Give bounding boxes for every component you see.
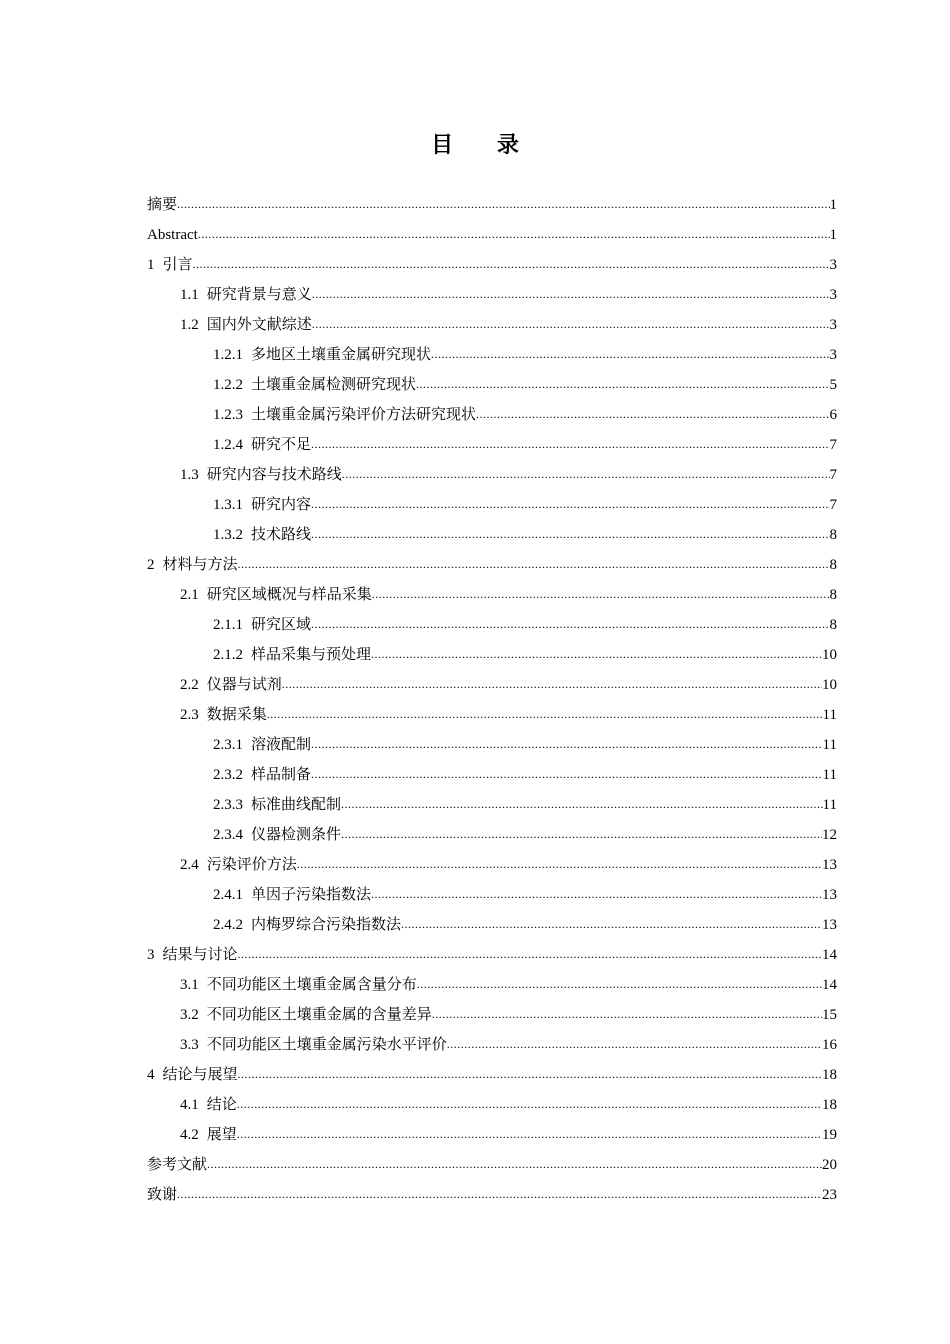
toc-entry-label: 参考文献 <box>147 1157 208 1173</box>
toc-leader-dots <box>312 309 830 339</box>
toc-entry-label: 致谢 <box>147 1187 178 1203</box>
toc-entry-label: 标准曲线配制 <box>251 797 342 813</box>
toc-entry-page: 18 <box>822 1097 837 1113</box>
toc-entry[interactable] <box>147 610 837 640</box>
toc-entry-page: 11 <box>822 767 837 783</box>
toc-entry-label: 多地区土壤重金属研究现状 <box>251 347 432 363</box>
toc-entry-number: 2.4 <box>180 857 199 873</box>
toc-entry-number: 1.3.1 <box>213 497 243 513</box>
toc-entry-label: 摘要 <box>147 197 178 213</box>
toc-entry-label: 研究内容 <box>251 497 312 513</box>
toc-leader-dots <box>371 639 822 669</box>
toc-entry[interactable] <box>147 910 837 940</box>
toc-leader-dots <box>297 849 822 879</box>
toc-leader-dots <box>207 1149 822 1179</box>
toc-entry-page: 16 <box>822 1037 837 1053</box>
toc-entry-label: 数据采集 <box>206 707 267 723</box>
toc-leader-dots <box>311 429 829 459</box>
toc-entry[interactable] <box>147 670 837 700</box>
toc-entry[interactable] <box>147 1150 837 1180</box>
toc-entry-number: 2.3.2 <box>213 767 243 783</box>
toc-entry[interactable] <box>147 580 837 610</box>
toc-entry-number: 1.2.1 <box>213 347 243 363</box>
toc-entry-number: 1.2 <box>180 317 199 333</box>
toc-entry-number: 1 <box>147 257 155 273</box>
toc-entry-page: 7 <box>829 437 837 453</box>
toc-entry[interactable] <box>147 310 837 340</box>
toc-entry[interactable] <box>147 1120 837 1150</box>
toc-entry[interactable] <box>147 340 837 370</box>
toc-leader-dots <box>372 579 830 609</box>
table-of-contents <box>147 190 837 1210</box>
toc-entry-number: 2.1 <box>180 587 199 603</box>
toc-entry-page: 11 <box>822 707 837 723</box>
toc-entry-page: 13 <box>822 887 837 903</box>
toc-entry[interactable] <box>147 760 837 790</box>
toc-entry-page: 6 <box>829 407 837 423</box>
toc-entry-number: 2.4.2 <box>213 917 243 933</box>
toc-entry-number: 3.2 <box>180 1007 199 1023</box>
toc-entry-page: 1 <box>829 197 837 213</box>
toc-entry[interactable] <box>147 1090 837 1120</box>
toc-entry-label: 引言 <box>162 257 193 273</box>
toc-entry-label: 样品采集与预处理 <box>251 647 372 663</box>
toc-entry[interactable] <box>147 370 837 400</box>
toc-entry[interactable] <box>147 520 837 550</box>
toc-entry[interactable] <box>147 430 837 460</box>
toc-leader-dots <box>311 609 829 639</box>
toc-entry-page: 15 <box>822 1007 837 1023</box>
toc-leader-dots <box>177 189 829 219</box>
toc-entry-label: 研究区域概况与样品采集 <box>206 587 372 603</box>
toc-entry-number: 3 <box>147 947 155 963</box>
toc-entry[interactable] <box>147 550 837 580</box>
toc-leader-dots <box>341 789 823 819</box>
toc-entry[interactable] <box>147 790 837 820</box>
toc-entry[interactable] <box>147 1000 837 1030</box>
toc-entry[interactable] <box>147 490 837 520</box>
toc-leader-dots <box>311 489 829 519</box>
page-title: 目 录 <box>431 133 537 158</box>
toc-entry-number: 1.3 <box>180 467 199 483</box>
toc-leader-dots <box>238 1059 822 1089</box>
toc-entry-label: 单因子污染指数法 <box>251 887 372 903</box>
toc-entry-label: 不同功能区土壤重金属含量分布 <box>206 977 417 993</box>
toc-entry-page: 3 <box>829 317 837 333</box>
toc-entry-label: 不同功能区土壤重金属的含量差异 <box>206 1007 432 1023</box>
toc-entry[interactable] <box>147 1030 837 1060</box>
toc-leader-dots <box>237 1089 822 1119</box>
toc-entry-number: 1.2.4 <box>213 437 243 453</box>
toc-entry-page: 18 <box>822 1067 837 1083</box>
toc-leader-dots <box>431 339 829 369</box>
toc-entry-page: 10 <box>822 677 837 693</box>
toc-entry-number: 2.3.3 <box>213 797 243 813</box>
toc-entry-number: 1.2.3 <box>213 407 243 423</box>
toc-entry-page: 12 <box>822 827 837 843</box>
toc-entry-label: 结果与讨论 <box>162 947 238 963</box>
toc-entry[interactable] <box>147 940 837 970</box>
toc-leader-dots <box>312 279 830 309</box>
toc-entry-number: 3.3 <box>180 1037 199 1053</box>
toc-entry-label: 结论与展望 <box>162 1067 238 1083</box>
toc-entry-label: 仪器检测条件 <box>251 827 342 843</box>
toc-leader-dots <box>476 399 829 429</box>
toc-leader-dots <box>282 669 822 699</box>
toc-entry-label: 研究背景与意义 <box>206 287 312 303</box>
toc-entry[interactable] <box>147 970 837 1000</box>
toc-leader-dots <box>432 999 822 1029</box>
toc-entry-number: 2.3.1 <box>213 737 243 753</box>
toc-entry-page: 1 <box>829 227 837 243</box>
toc-entry-number: 2.3.4 <box>213 827 243 843</box>
toc-entry[interactable] <box>147 730 837 760</box>
toc-entry-label: 不同功能区土壤重金属污染水平评价 <box>206 1037 447 1053</box>
toc-entry-page: 5 <box>829 377 837 393</box>
toc-leader-dots <box>342 459 830 489</box>
toc-entry-label: 技术路线 <box>251 527 312 543</box>
toc-leader-dots <box>193 249 830 279</box>
toc-leader-dots <box>237 1119 822 1149</box>
toc-leader-dots <box>447 1029 822 1059</box>
toc-entry-page: 14 <box>822 947 837 963</box>
toc-leader-dots <box>177 1179 822 1209</box>
toc-entry-label: 展望 <box>206 1127 237 1143</box>
toc-entry-number: 2.1.1 <box>213 617 243 633</box>
toc-entry-label: Abstract <box>147 227 198 243</box>
toc-entry-number: 4.1 <box>180 1097 199 1113</box>
toc-leader-dots <box>311 759 823 789</box>
toc-entry-label: 研究不足 <box>251 437 312 453</box>
toc-entry[interactable] <box>147 700 837 730</box>
toc-entry-page: 8 <box>829 587 837 603</box>
toc-entry[interactable] <box>147 280 837 310</box>
toc-entry-label: 研究区域 <box>251 617 312 633</box>
toc-leader-dots <box>311 519 829 549</box>
toc-leader-dots <box>341 819 822 849</box>
toc-entry-label: 土壤重金属污染评价方法研究现状 <box>251 407 477 423</box>
toc-entry-page: 3 <box>829 257 837 273</box>
toc-entry-label: 内梅罗综合污染指数法 <box>251 917 402 933</box>
toc-entry-label: 样品制备 <box>251 767 312 783</box>
toc-entry-page: 8 <box>829 557 837 573</box>
toc-entry[interactable] <box>147 1060 837 1090</box>
toc-entry-number: 4 <box>147 1067 155 1083</box>
toc-entry-number: 3.1 <box>180 977 199 993</box>
toc-leader-dots <box>238 549 830 579</box>
toc-entry-number: 2.3 <box>180 707 199 723</box>
toc-entry-page: 13 <box>822 857 837 873</box>
toc-entry[interactable] <box>147 250 837 280</box>
toc-leader-dots <box>198 219 830 249</box>
toc-entry[interactable] <box>147 1180 837 1210</box>
toc-entry-label: 研究内容与技术路线 <box>206 467 342 483</box>
toc-entry-page: 10 <box>822 647 837 663</box>
toc-entry-page: 7 <box>829 467 837 483</box>
toc-leader-dots <box>238 939 822 969</box>
toc-leader-dots <box>401 909 822 939</box>
toc-entry-label: 溶液配制 <box>251 737 312 753</box>
toc-entry-page: 3 <box>829 287 837 303</box>
toc-entry-label: 结论 <box>206 1097 237 1113</box>
toc-entry-page: 20 <box>822 1157 837 1173</box>
toc-entry[interactable] <box>147 460 837 490</box>
toc-entry-label: 污染评价方法 <box>206 857 297 873</box>
toc-leader-dots <box>311 729 823 759</box>
toc-entry-number: 2 <box>147 557 155 573</box>
toc-entry-page: 3 <box>829 347 837 363</box>
toc-entry-number: 2.2 <box>180 677 199 693</box>
toc-entry[interactable] <box>147 850 837 880</box>
toc-entry-number: 1.3.2 <box>213 527 243 543</box>
toc-leader-dots <box>417 969 822 999</box>
toc-entry-number: 2.4.1 <box>213 887 243 903</box>
toc-entry[interactable] <box>147 400 837 430</box>
toc-entry[interactable] <box>147 190 837 220</box>
toc-entry-page: 7 <box>829 497 837 513</box>
toc-entry[interactable] <box>147 880 837 910</box>
toc-entry[interactable] <box>147 640 837 670</box>
toc-entry-label: 土壤重金属检测研究现状 <box>251 377 417 393</box>
toc-entry-number: 1.1 <box>180 287 199 303</box>
toc-entry-page: 11 <box>822 737 837 753</box>
toc-entry-number: 4.2 <box>180 1127 199 1143</box>
toc-leader-dots <box>371 879 822 909</box>
toc-entry-label: 材料与方法 <box>162 557 238 573</box>
toc-entry-page: 8 <box>829 617 837 633</box>
toc-leader-dots <box>267 699 823 729</box>
toc-entry[interactable] <box>147 220 837 250</box>
toc-entry-label: 仪器与试剂 <box>206 677 282 693</box>
toc-entry-page: 23 <box>822 1187 837 1203</box>
toc-entry[interactable] <box>147 820 837 850</box>
toc-entry-label: 国内外文献综述 <box>206 317 312 333</box>
toc-entry-page: 14 <box>822 977 837 993</box>
toc-entry-number: 2.1.2 <box>213 647 243 663</box>
toc-entry-page: 11 <box>822 797 837 813</box>
toc-entry-number: 1.2.2 <box>213 377 243 393</box>
toc-leader-dots <box>416 369 829 399</box>
toc-entry-page: 13 <box>822 917 837 933</box>
toc-entry-page: 19 <box>822 1127 837 1143</box>
toc-entry-page: 8 <box>829 527 837 543</box>
